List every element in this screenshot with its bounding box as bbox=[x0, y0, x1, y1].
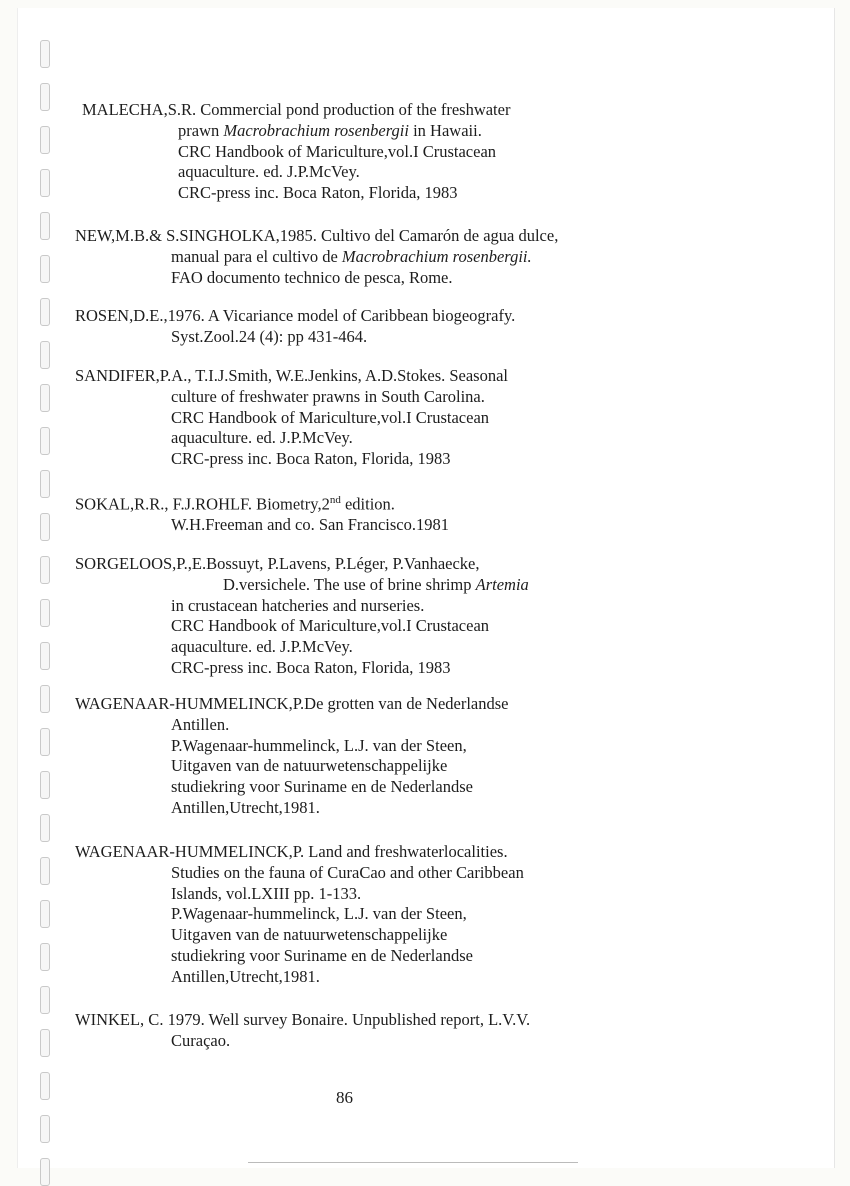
binding-hole bbox=[40, 126, 50, 154]
species-name: Macrobrachium rosenbergii. bbox=[341, 246, 532, 266]
reference-text: in Hawaii. bbox=[408, 120, 482, 140]
reference-author-line bbox=[75, 842, 850, 863]
reference-text: ROSEN,D.E.,1976. A Vicariance model of Caribbean biogeografy. bbox=[75, 306, 516, 325]
reference-line bbox=[171, 515, 850, 536]
reference-text: SORGELOOS,P.,E.Bossuyt, P.Lavens, P.Léger, P.Vanhaecke, bbox=[75, 554, 480, 573]
reference-text: aquaculture. ed. J.P.McVey. bbox=[171, 428, 353, 448]
binding-hole bbox=[40, 212, 50, 240]
reference-text: Antillen,Utrecht,1981. bbox=[171, 797, 320, 817]
reference-line bbox=[171, 756, 850, 777]
reference-text: W.H.Freeman and co. San Francisco.1981 bbox=[171, 515, 449, 535]
reference-author-line bbox=[75, 1010, 850, 1031]
reference-text: CRC-press inc. Boca Raton, Florida, 1983 bbox=[171, 449, 451, 469]
reference-text: CRC-press inc. Boca Raton, Florida, 1983 bbox=[171, 657, 451, 677]
reference-text: SANDIFER,P.A., T.I.J.Smith, W.E.Jenkins, A.D.Stokes. Seasonal bbox=[75, 366, 509, 385]
reference-line bbox=[171, 658, 850, 679]
reference-text: CRC-press inc. Boca Raton, Florida, 1983 bbox=[178, 183, 458, 203]
binding-hole bbox=[40, 427, 50, 455]
reference-text: FAO documento technico de pesca, Rome. bbox=[171, 267, 453, 287]
reference-line bbox=[171, 777, 850, 798]
binding-hole bbox=[40, 642, 50, 670]
reference-entry bbox=[75, 226, 850, 288]
reference-entry bbox=[75, 554, 850, 679]
page-number: 86 bbox=[336, 1088, 353, 1107]
binding-hole bbox=[40, 986, 50, 1014]
reference-author-line bbox=[75, 694, 850, 715]
reference-text: WAGENAAR-HUMMELINCK,P.De grotten van de Nederlandse bbox=[75, 694, 509, 713]
reference-line bbox=[178, 183, 850, 204]
reference-text: Studies on the fauna of CuraCao and other Caribbean bbox=[171, 862, 524, 882]
reference-text: MALECHA,S.R. Commercial pond production of the freshwater bbox=[82, 100, 511, 119]
reference-line bbox=[171, 946, 850, 967]
reference-text: SOKAL,R.R., F.J.ROHLF. Biometry,2 bbox=[75, 494, 330, 514]
reference-text: D.versichele. The use of brine shrimp bbox=[223, 574, 476, 594]
reference-text: aquaculture. ed. J.P.McVey. bbox=[178, 162, 360, 182]
reference-text: P.Wagenaar-hummelinck, L.J. van der Steen, bbox=[171, 904, 467, 924]
reference-line bbox=[171, 863, 850, 884]
binding-hole bbox=[40, 470, 50, 498]
reference-line bbox=[178, 142, 850, 163]
reference-line bbox=[223, 575, 850, 596]
reference-text: culture of freshwater prawns in South Carolina. bbox=[171, 386, 485, 406]
reference-line bbox=[171, 247, 850, 268]
reference-author-line bbox=[82, 100, 850, 121]
reference-text: Syst.Zool.24 (4): pp 431-464. bbox=[171, 326, 368, 346]
binding-hole bbox=[40, 943, 50, 971]
reference-text: CRC Handbook of Mariculture,vol.I Crustacean bbox=[171, 616, 490, 636]
reference-line bbox=[171, 637, 850, 658]
reference-text: Islands, vol.LXIII pp. 1-133. bbox=[171, 883, 362, 903]
species-name: Artemia bbox=[475, 574, 529, 594]
reference-line bbox=[171, 1031, 850, 1052]
reference-text: studiekring voor Suriname en de Nederlandse bbox=[171, 777, 473, 797]
binding-hole bbox=[40, 1115, 50, 1143]
reference-text: prawn bbox=[178, 120, 224, 140]
reference-entry bbox=[75, 694, 850, 819]
reference-text: CRC Handbook of Mariculture,vol.I Crustacean bbox=[171, 407, 490, 427]
binding-hole bbox=[40, 341, 50, 369]
reference-author-line bbox=[75, 554, 850, 575]
binding-hole bbox=[40, 40, 50, 68]
binding-hole bbox=[40, 556, 50, 584]
binding-hole bbox=[40, 384, 50, 412]
reference-line bbox=[171, 268, 850, 289]
binding-hole bbox=[40, 857, 50, 885]
reference-line bbox=[171, 327, 850, 348]
reference-line bbox=[171, 596, 850, 617]
reference-line bbox=[178, 121, 850, 142]
reference-author-line bbox=[75, 226, 850, 247]
binding-hole bbox=[40, 513, 50, 541]
binding-hole bbox=[40, 255, 50, 283]
reference-text: P.Wagenaar-hummelinck, L.J. van der Steen, bbox=[171, 735, 467, 755]
reference-text: in crustacean hatcheries and nurseries. bbox=[171, 595, 425, 615]
reference-text: Antillen. bbox=[171, 714, 230, 734]
reference-line bbox=[171, 798, 850, 819]
reference-author-line bbox=[75, 490, 850, 515]
reference-line bbox=[171, 428, 850, 449]
reference-entry bbox=[75, 842, 850, 988]
reference-text: studiekring voor Suriname en de Nederlandse bbox=[171, 945, 473, 965]
reference-text: edition. bbox=[340, 494, 395, 514]
reference-text: aquaculture. ed. J.P.McVey. bbox=[171, 637, 353, 657]
reference-text: Antillen,Utrecht,1981. bbox=[171, 966, 320, 986]
reference-entry bbox=[75, 306, 850, 348]
binding-hole bbox=[40, 1158, 50, 1186]
reference-entry bbox=[75, 490, 850, 536]
reference-line bbox=[171, 715, 850, 736]
binding-hole bbox=[40, 814, 50, 842]
binding-hole bbox=[40, 685, 50, 713]
reference-line bbox=[171, 967, 850, 988]
reference-author-line bbox=[75, 366, 850, 387]
reference-line bbox=[171, 884, 850, 905]
binding-hole bbox=[40, 900, 50, 928]
binding-hole bbox=[40, 771, 50, 799]
reference-line bbox=[171, 736, 850, 757]
reference-text: Uitgaven van de natuurwetenschappelijke bbox=[171, 925, 448, 945]
reference-text: WAGENAAR-HUMMELINCK,P. Land and freshwaterlocalities. bbox=[75, 842, 508, 861]
reference-text: nd bbox=[329, 494, 341, 506]
reference-text: manual para el cultivo de bbox=[171, 246, 342, 266]
binding-hole bbox=[40, 1072, 50, 1100]
reference-entry bbox=[82, 100, 850, 204]
reference-entry bbox=[75, 366, 850, 470]
reference-line bbox=[171, 616, 850, 637]
reference-line bbox=[171, 449, 850, 470]
binding-hole bbox=[40, 298, 50, 326]
bottom-rule bbox=[248, 1162, 578, 1163]
reference-text: CRC Handbook of Mariculture,vol.I Crustacean bbox=[178, 141, 497, 161]
reference-line bbox=[171, 925, 850, 946]
binding-hole bbox=[40, 599, 50, 627]
reference-line bbox=[178, 162, 850, 183]
binding-hole bbox=[40, 728, 50, 756]
reference-text: WINKEL, C. 1979. Well survey Bonaire. Unpublished report, L.V.V. bbox=[75, 1010, 531, 1029]
reference-line bbox=[171, 408, 850, 429]
reference-text: Uitgaven van de natuurwetenschappelijke bbox=[171, 756, 448, 776]
document-page bbox=[18, 8, 834, 1168]
binding-hole bbox=[40, 1029, 50, 1057]
reference-line bbox=[171, 387, 850, 408]
binding-hole bbox=[40, 83, 50, 111]
reference-text: Curaçao. bbox=[171, 1030, 231, 1050]
species-name: Macrobrachium rosenbergii bbox=[223, 120, 409, 140]
binding-holes bbox=[40, 18, 54, 1178]
reference-entry bbox=[75, 1010, 850, 1052]
reference-author-line bbox=[75, 306, 850, 327]
reference-text: NEW,M.B.& S.SINGHOLKA,1985. Cultivo del Camarón de agua dulce, bbox=[75, 226, 559, 245]
reference-line bbox=[171, 904, 850, 925]
binding-hole bbox=[40, 169, 50, 197]
